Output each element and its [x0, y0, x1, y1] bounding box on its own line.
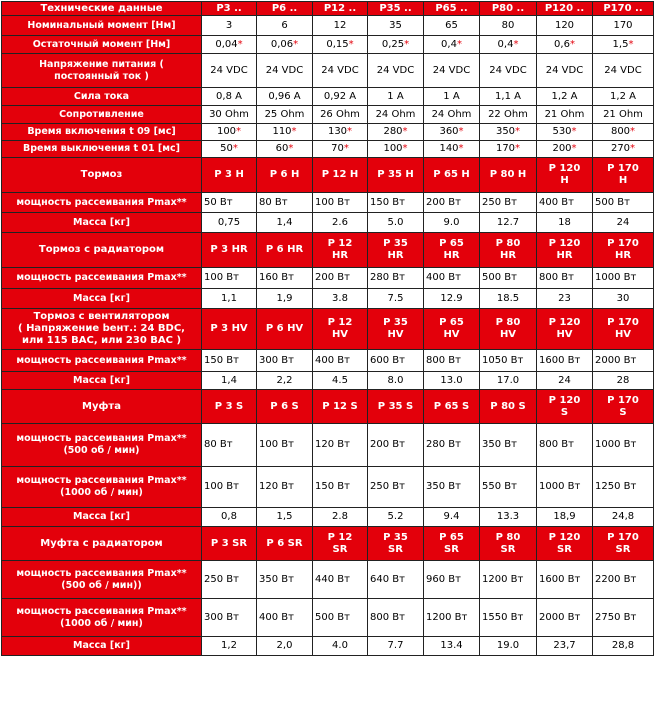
table-row	[2, 508, 654, 527]
value-cell: 350 Вт	[257, 561, 313, 599]
value-cell: 280*	[368, 124, 424, 141]
model-code-cell: P 80 HR	[480, 233, 537, 268]
table-row	[2, 54, 654, 88]
table-row	[2, 141, 654, 158]
value-cell: 440 Вт	[313, 561, 368, 599]
value-cell: 50*	[202, 141, 257, 158]
value-cell: 5.2	[368, 508, 424, 527]
value-cell: 170*	[480, 141, 537, 158]
value-cell: 12.9	[424, 289, 480, 309]
table-row	[2, 289, 654, 309]
row-label: мощность рассеивания Pmax**	[2, 268, 202, 289]
model-code-cell: P 80 S	[480, 390, 537, 424]
table-row	[2, 599, 654, 637]
value-cell: 1000 Вт	[593, 424, 654, 467]
table-row	[2, 372, 654, 390]
header-model-cell: P65 ..	[424, 2, 480, 16]
value-cell: 280 Вт	[368, 268, 424, 289]
model-code-cell: P 65 HR	[424, 233, 480, 268]
value-cell: 150 Вт	[368, 193, 424, 213]
model-code-cell: P 3 SR	[202, 527, 257, 561]
row-label: Масса [кг]	[2, 372, 202, 390]
row-label: Тормоз с вентилятором ( Напряжение bент.: 24 BDC, или 115 BAC, или 230 BAC )	[2, 309, 202, 350]
value-cell: 0,92 A	[313, 88, 368, 106]
value-cell: 28	[593, 372, 654, 390]
model-code-cell: P 65 HV	[424, 309, 480, 350]
model-code-cell: P 35 HV	[368, 309, 424, 350]
model-code-cell: P 170 H	[593, 158, 654, 193]
value-cell: 2.6	[313, 213, 368, 233]
row-label: мощность рассеивания Pmax**	[2, 350, 202, 372]
value-cell: 400 Вт	[537, 193, 593, 213]
value-cell: 270*	[593, 141, 654, 158]
row-label: мощность рассеивания Pmax** (1000 об / мин)	[2, 467, 202, 508]
value-cell: 350 Вт	[424, 467, 480, 508]
value-cell: 400 Вт	[424, 268, 480, 289]
table-row	[2, 124, 654, 141]
table-row	[2, 88, 654, 106]
model-code-cell: P 170 HR	[593, 233, 654, 268]
value-cell: 5.0	[368, 213, 424, 233]
value-cell: 100 Вт	[202, 268, 257, 289]
value-cell: 200 Вт	[368, 424, 424, 467]
table-row	[2, 561, 654, 599]
header-model-cell: P120 ..	[537, 2, 593, 16]
header-model-cell: P80 ..	[480, 2, 537, 16]
value-cell: 17.0	[480, 372, 537, 390]
value-cell: 550 Вт	[480, 467, 537, 508]
value-cell: 1200 Вт	[480, 561, 537, 599]
value-cell: 100 Вт	[313, 193, 368, 213]
value-cell: 21 Ohm	[593, 106, 654, 124]
model-code-cell: P 12 SR	[313, 527, 368, 561]
value-cell: 1,2 A	[537, 88, 593, 106]
model-code-cell: P 120 HV	[537, 309, 593, 350]
value-cell: 130*	[313, 124, 368, 141]
value-cell: 18.5	[480, 289, 537, 309]
value-cell: 150 Вт	[313, 467, 368, 508]
value-cell: 24 VDC	[202, 54, 257, 88]
value-cell: 120	[537, 16, 593, 36]
value-cell: 2200 Вт	[593, 561, 654, 599]
value-cell: 110*	[257, 124, 313, 141]
value-cell: 1,1 A	[480, 88, 537, 106]
row-label: Муфта с радиатором	[2, 527, 202, 561]
model-code-cell: P 6 H	[257, 158, 313, 193]
model-code-cell: P 12 HV	[313, 309, 368, 350]
value-cell: 50 Вт	[202, 193, 257, 213]
value-cell: 24	[537, 372, 593, 390]
model-code-cell: P 12 S	[313, 390, 368, 424]
value-cell: 1600 Вт	[537, 350, 593, 372]
value-cell: 120 Вт	[257, 467, 313, 508]
value-cell: 6	[257, 16, 313, 36]
value-cell: 800*	[593, 124, 654, 141]
model-code-cell: P 120 S	[537, 390, 593, 424]
header-model-cell: P3 ..	[202, 2, 257, 16]
value-cell: 0,75	[202, 213, 257, 233]
value-cell: 24	[593, 213, 654, 233]
value-cell: 2750 Вт	[593, 599, 654, 637]
model-code-cell: P 6 SR	[257, 527, 313, 561]
model-code-cell: P 3 S	[202, 390, 257, 424]
value-cell: 24 VDC	[537, 54, 593, 88]
value-cell: 250 Вт	[480, 193, 537, 213]
value-cell: 250 Вт	[202, 561, 257, 599]
row-label: Номинальный момент [Нм]	[2, 16, 202, 36]
row-label: Тормоз	[2, 158, 202, 193]
model-code-cell: P 35 S	[368, 390, 424, 424]
value-cell: 12.7	[480, 213, 537, 233]
table-row	[2, 424, 654, 467]
value-cell: 150 Вт	[202, 350, 257, 372]
value-cell: 1550 Вт	[480, 599, 537, 637]
value-cell: 80 Вт	[257, 193, 313, 213]
model-code-cell: P 80 H	[480, 158, 537, 193]
value-cell: 300 Вт	[202, 599, 257, 637]
value-cell: 0,15*	[313, 36, 368, 54]
model-code-cell: P 3 HV	[202, 309, 257, 350]
value-cell: 100 Вт	[257, 424, 313, 467]
model-code-cell: P 80 SR	[480, 527, 537, 561]
value-cell: 0,8 A	[202, 88, 257, 106]
value-cell: 18,9	[537, 508, 593, 527]
value-cell: 1 A	[424, 88, 480, 106]
value-cell: 24 VDC	[593, 54, 654, 88]
model-code-cell: P 65 S	[424, 390, 480, 424]
value-cell: 65	[424, 16, 480, 36]
value-cell: 1,2 A	[593, 88, 654, 106]
value-cell: 800 Вт	[537, 268, 593, 289]
value-cell: 1,1	[202, 289, 257, 309]
value-cell: 70*	[313, 141, 368, 158]
model-code-cell: P 3 H	[202, 158, 257, 193]
value-cell: 30 Ohm	[202, 106, 257, 124]
value-cell: 25 Ohm	[257, 106, 313, 124]
row-label: мощность рассеивания Pmax**	[2, 193, 202, 213]
value-cell: 2000 Вт	[593, 350, 654, 372]
value-cell: 530*	[537, 124, 593, 141]
value-cell: 8.0	[368, 372, 424, 390]
model-code-cell: P 170 HV	[593, 309, 654, 350]
value-cell: 24 VDC	[313, 54, 368, 88]
value-cell: 500 Вт	[313, 599, 368, 637]
value-cell: 30	[593, 289, 654, 309]
value-cell: 28,8	[593, 637, 654, 656]
value-cell: 2,0	[257, 637, 313, 656]
table-header-row	[2, 2, 654, 16]
value-cell: 80	[480, 16, 537, 36]
model-code-cell: P 35 H	[368, 158, 424, 193]
header-model-cell: P12 ..	[313, 2, 368, 16]
value-cell: 960 Вт	[424, 561, 480, 599]
value-cell: 3.8	[313, 289, 368, 309]
value-cell: 24,8	[593, 508, 654, 527]
value-cell: 140*	[424, 141, 480, 158]
model-code-cell: P 3 HR	[202, 233, 257, 268]
value-cell: 7.7	[368, 637, 424, 656]
row-label: Время включения t 09 [мс]	[2, 124, 202, 141]
spec-table	[1, 1, 654, 656]
row-label: мощность рассеивания Pmax** (500 об / мин)	[2, 424, 202, 467]
value-cell: 1,4	[202, 372, 257, 390]
value-cell: 1,5*	[593, 36, 654, 54]
table-row	[2, 106, 654, 124]
value-cell: 0,06*	[257, 36, 313, 54]
section-header-row	[2, 233, 654, 268]
table-row	[2, 193, 654, 213]
value-cell: 24 Ohm	[424, 106, 480, 124]
model-code-cell: P 170 SR	[593, 527, 654, 561]
value-cell: 3	[202, 16, 257, 36]
value-cell: 600 Вт	[368, 350, 424, 372]
value-cell: 1,9	[257, 289, 313, 309]
value-cell: 23,7	[537, 637, 593, 656]
value-cell: 640 Вт	[368, 561, 424, 599]
model-code-cell: P 120 H	[537, 158, 593, 193]
value-cell: 4.0	[313, 637, 368, 656]
section-header-row	[2, 527, 654, 561]
table-row	[2, 213, 654, 233]
value-cell: 23	[537, 289, 593, 309]
value-cell: 300 Вт	[257, 350, 313, 372]
value-cell: 0,8	[202, 508, 257, 527]
model-code-cell: P 35 HR	[368, 233, 424, 268]
value-cell: 500 Вт	[593, 193, 654, 213]
value-cell: 1600 Вт	[537, 561, 593, 599]
value-cell: 1 A	[368, 88, 424, 106]
row-label: Остаточный момент [Нм]	[2, 36, 202, 54]
model-code-cell: P 80 HV	[480, 309, 537, 350]
value-cell: 0,25*	[368, 36, 424, 54]
value-cell: 21 Ohm	[537, 106, 593, 124]
value-cell: 200*	[537, 141, 593, 158]
value-cell: 24 Ohm	[368, 106, 424, 124]
value-cell: 0,6*	[537, 36, 593, 54]
row-label: Тормоз с радиатором	[2, 233, 202, 268]
row-label: Масса [кг]	[2, 213, 202, 233]
value-cell: 100*	[202, 124, 257, 141]
row-label: Масса [кг]	[2, 289, 202, 309]
value-cell: 400 Вт	[313, 350, 368, 372]
value-cell: 1200 Вт	[424, 599, 480, 637]
value-cell: 800 Вт	[537, 424, 593, 467]
value-cell: 26 Ohm	[313, 106, 368, 124]
value-cell: 1250 Вт	[593, 467, 654, 508]
model-code-cell: P 120 SR	[537, 527, 593, 561]
row-label: мощность рассеивания Pmax** (500 об / мин))	[2, 561, 202, 599]
value-cell: 0,4*	[424, 36, 480, 54]
model-code-cell: P 12 HR	[313, 233, 368, 268]
value-cell: 280 Вт	[424, 424, 480, 467]
model-code-cell: P 170 S	[593, 390, 654, 424]
table-row	[2, 637, 654, 656]
table-row	[2, 467, 654, 508]
row-label: Сопротивление	[2, 106, 202, 124]
value-cell: 13.3	[480, 508, 537, 527]
value-cell: 1000 Вт	[593, 268, 654, 289]
value-cell: 2,2	[257, 372, 313, 390]
section-header-row	[2, 158, 654, 193]
value-cell: 24 VDC	[424, 54, 480, 88]
value-cell: 1,5	[257, 508, 313, 527]
row-label: мощность рассеивания Pmax** (1000 об / мин)	[2, 599, 202, 637]
value-cell: 400 Вт	[257, 599, 313, 637]
value-cell: 200 Вт	[424, 193, 480, 213]
model-code-cell: P 6 HV	[257, 309, 313, 350]
model-code-cell: P 35 SR	[368, 527, 424, 561]
model-code-cell: P 6 HR	[257, 233, 313, 268]
value-cell: 350 Вт	[480, 424, 537, 467]
value-cell: 9.0	[424, 213, 480, 233]
value-cell: 24 VDC	[368, 54, 424, 88]
section-header-row	[2, 309, 654, 350]
value-cell: 12	[313, 16, 368, 36]
row-label: Муфта	[2, 390, 202, 424]
value-cell: 170	[593, 16, 654, 36]
model-code-cell: P 120 HR	[537, 233, 593, 268]
row-label: Масса [кг]	[2, 508, 202, 527]
header-label: Технические данные	[2, 2, 202, 16]
value-cell: 350*	[480, 124, 537, 141]
value-cell: 24 VDC	[480, 54, 537, 88]
model-code-cell: P 65 SR	[424, 527, 480, 561]
value-cell: 9.4	[424, 508, 480, 527]
table-row	[2, 268, 654, 289]
value-cell: 4.5	[313, 372, 368, 390]
value-cell: 2000 Вт	[537, 599, 593, 637]
value-cell: 2.8	[313, 508, 368, 527]
value-cell: 1000 Вт	[537, 467, 593, 508]
header-model-cell: P35 ..	[368, 2, 424, 16]
value-cell: 13.4	[424, 637, 480, 656]
value-cell: 80 Вт	[202, 424, 257, 467]
value-cell: 100*	[368, 141, 424, 158]
table-row	[2, 350, 654, 372]
value-cell: 13.0	[424, 372, 480, 390]
model-code-cell: P 12 H	[313, 158, 368, 193]
value-cell: 1050 Вт	[480, 350, 537, 372]
model-code-cell: P 6 S	[257, 390, 313, 424]
value-cell: 0,4*	[480, 36, 537, 54]
section-header-row	[2, 390, 654, 424]
value-cell: 7.5	[368, 289, 424, 309]
row-label: Сила тока	[2, 88, 202, 106]
value-cell: 800 Вт	[424, 350, 480, 372]
header-model-cell: P170 ..	[593, 2, 654, 16]
value-cell: 35	[368, 16, 424, 36]
header-model-cell: P6 ..	[257, 2, 313, 16]
row-label: Масса [кг]	[2, 637, 202, 656]
value-cell: 120 Вт	[313, 424, 368, 467]
value-cell: 500 Вт	[480, 268, 537, 289]
value-cell: 19.0	[480, 637, 537, 656]
value-cell: 24 VDC	[257, 54, 313, 88]
value-cell: 250 Вт	[368, 467, 424, 508]
table-row	[2, 36, 654, 54]
value-cell: 360*	[424, 124, 480, 141]
value-cell: 800 Вт	[368, 599, 424, 637]
value-cell: 60*	[257, 141, 313, 158]
value-cell: 200 Вт	[313, 268, 368, 289]
row-label: Время выключения t 01 [мс]	[2, 141, 202, 158]
value-cell: 1,4	[257, 213, 313, 233]
value-cell: 100 Вт	[202, 467, 257, 508]
value-cell: 160 Вт	[257, 268, 313, 289]
value-cell: 22 Ohm	[480, 106, 537, 124]
value-cell: 18	[537, 213, 593, 233]
value-cell: 0,96 A	[257, 88, 313, 106]
table-row	[2, 16, 654, 36]
value-cell: 0,04*	[202, 36, 257, 54]
row-label: Напряжение питания ( постоянный ток )	[2, 54, 202, 88]
value-cell: 1,2	[202, 637, 257, 656]
model-code-cell: P 65 H	[424, 158, 480, 193]
